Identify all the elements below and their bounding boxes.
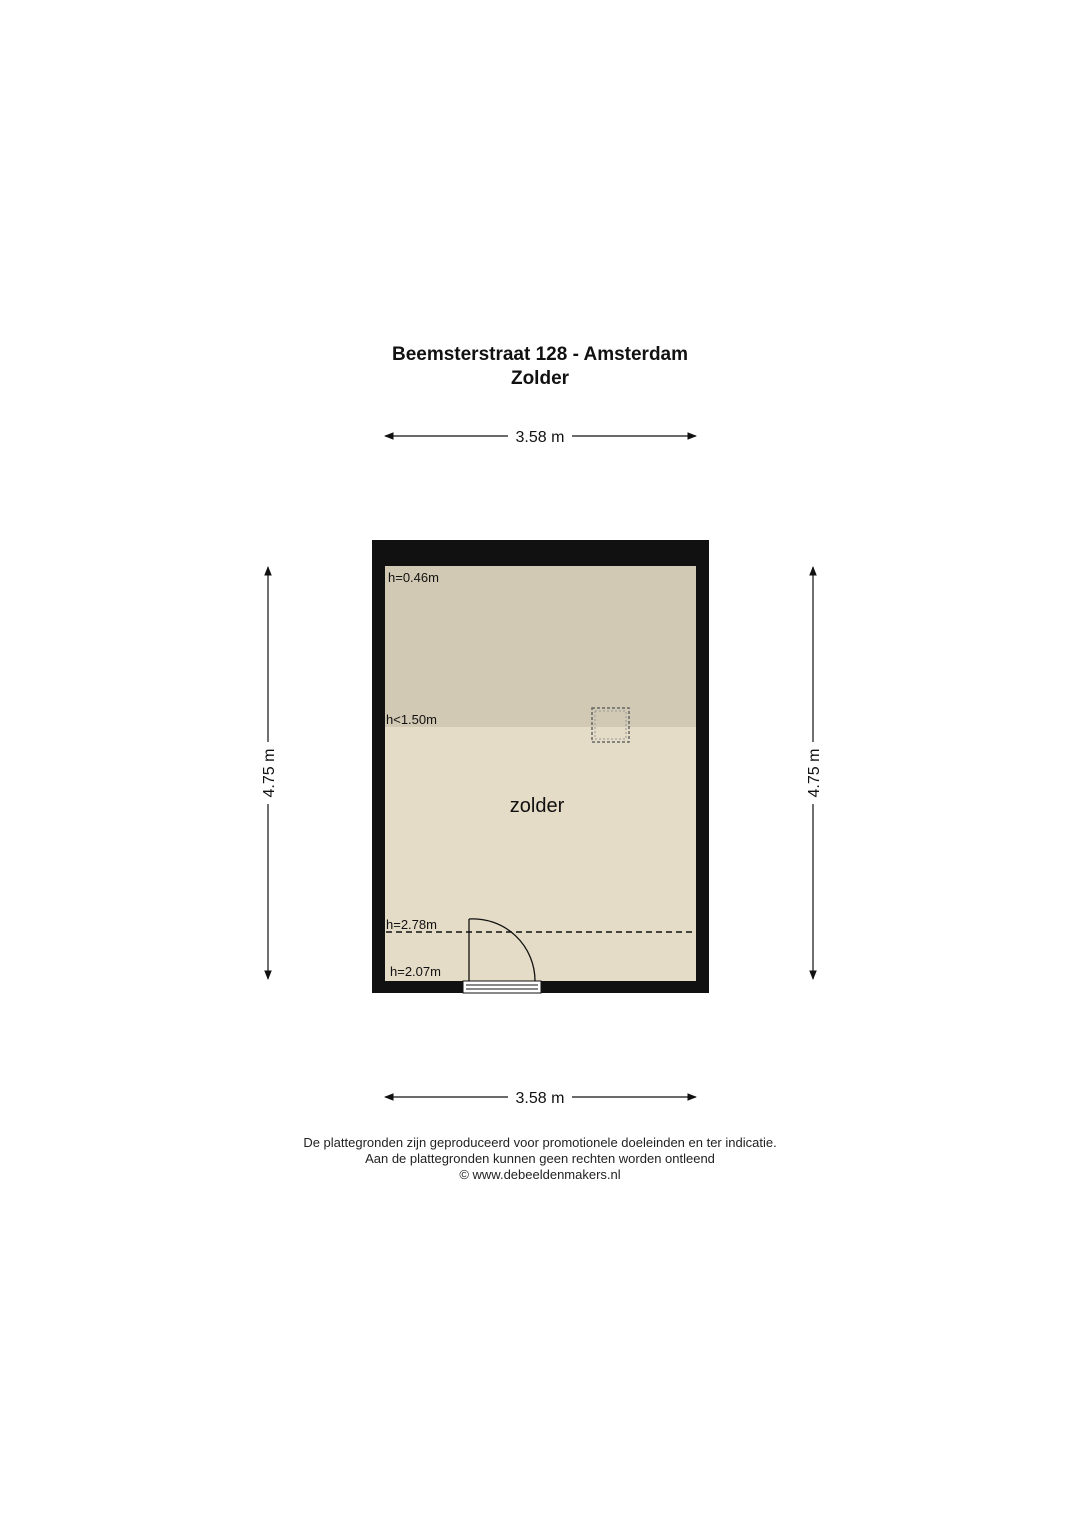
disclaimer-line-1: De plattegronden zijn geproduceerd voor promotionele doeleinden en ter indicatie. [303, 1135, 777, 1150]
left-height-dimension [261, 567, 278, 979]
plan-address-title: Beemsterstraat 128 - Amsterdam [391, 344, 689, 365]
low-ceiling-area [385, 566, 696, 727]
room-name-label: zolder [509, 795, 565, 817]
height-label-top: h=0.46m [388, 570, 439, 585]
height-label-ridge: h=2.78m [386, 917, 437, 932]
bottom-width-label: 3.58 m [515, 1090, 565, 1107]
disclaimer-line-2: Aan de plattegronden kunnen geen rechten worden ontleend [365, 1151, 715, 1166]
left-height-label: 4.75 m [261, 748, 278, 798]
right-height-label: 4.75 m [806, 748, 823, 798]
top-width-dimension [385, 429, 696, 446]
plan-floor-title: Zolder [510, 368, 570, 389]
height-label-slope: h<1.50m [386, 712, 437, 727]
top-width-label: 3.58 m [515, 429, 565, 446]
height-label-door: h=2.07m [390, 964, 441, 979]
copyright-line: © www.debeeldenmakers.nl [459, 1167, 621, 1182]
bottom-width-dimension [385, 1090, 696, 1107]
right-height-dimension [806, 567, 823, 979]
